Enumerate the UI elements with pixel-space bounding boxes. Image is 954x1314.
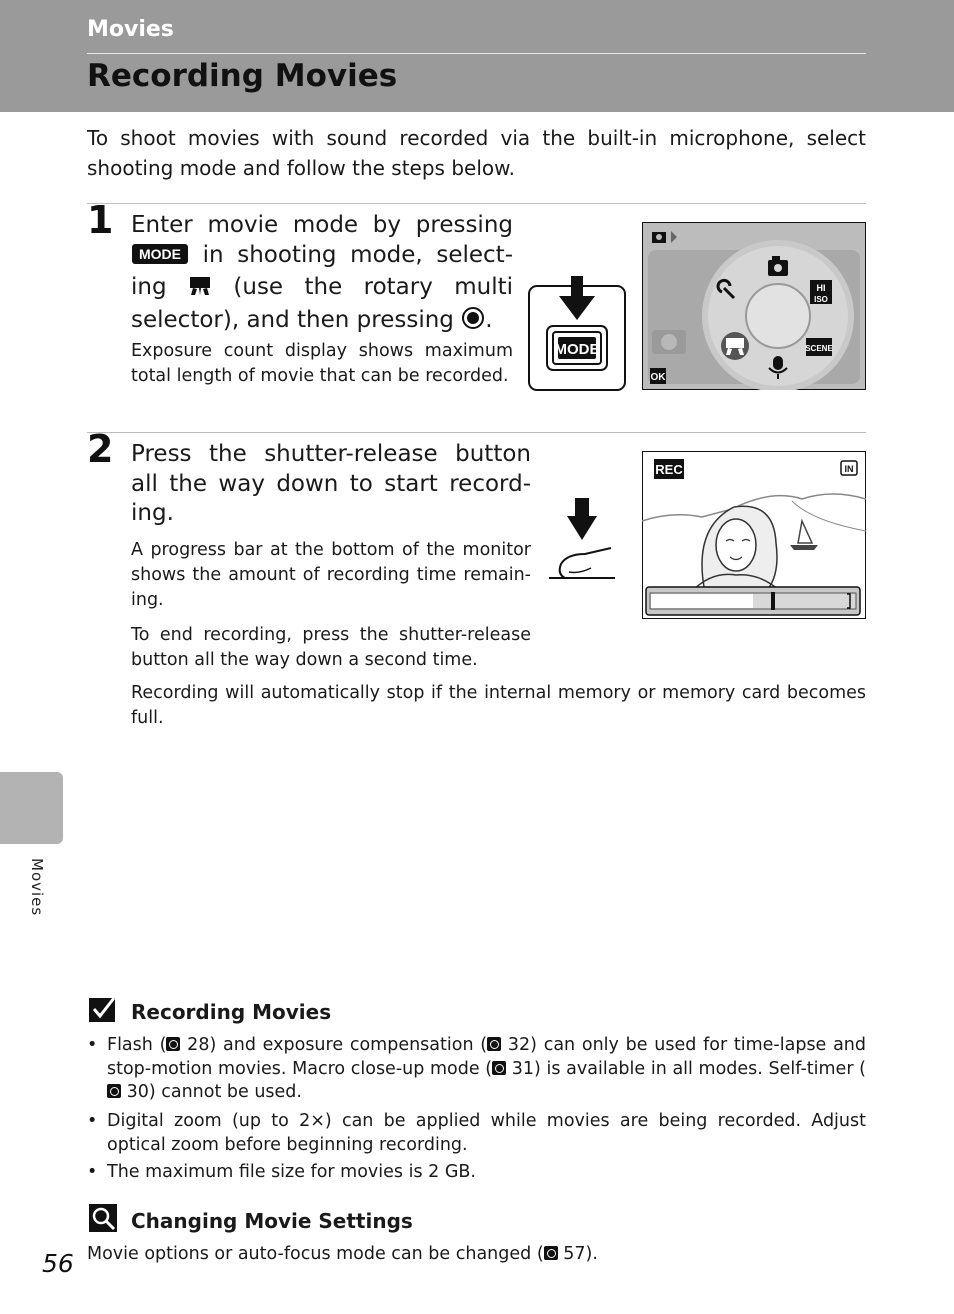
caution-bullet-2: • Digital zoom (up to 2×) can be applied while movies are being recorded. Adjust optical zoom before beginning recording.	[87, 1111, 866, 1155]
tip-text: Movie options or auto-focus mode can be changed ( 57).	[87, 1244, 598, 1264]
scene-icon	[805, 338, 833, 356]
mode-menu-screen	[642, 222, 866, 390]
dim-camera-icon	[652, 330, 686, 354]
header-rule	[87, 53, 866, 54]
ok-label: OK	[650, 372, 666, 383]
step-1-rule	[87, 203, 866, 204]
page-title: Recording Movies	[87, 58, 398, 94]
movie-mode-selected-icon	[721, 332, 749, 360]
svg-text:MODE: MODE	[554, 341, 600, 358]
step-1-text-a: Enter movie mode by pressing	[131, 212, 513, 238]
page-number: 56	[42, 1249, 74, 1278]
step-2-note-full: Recording will automatically stop if the internal memory or memory card becomes full.	[131, 683, 866, 728]
side-tab-label-wrap	[26, 858, 48, 928]
page-ref-icon	[166, 1037, 180, 1051]
step-2-rule	[87, 432, 866, 433]
recording-progress-fill	[651, 594, 753, 608]
page-ref-icon	[107, 1084, 121, 1098]
tip-heading: Changing Movie Settings	[131, 1209, 413, 1233]
movie-camera-icon	[188, 273, 212, 306]
step-1-number: 1	[87, 198, 114, 242]
step-1-note: Exposure count display shows maximum total length of movie that can be recorded.	[131, 341, 513, 386]
step-2-note-end: To end recording, press the shutter-release button all the way down a second time.	[131, 625, 531, 670]
section-title: Movies	[87, 17, 174, 42]
page-ref-icon	[487, 1037, 501, 1051]
caution-check-icon	[89, 997, 119, 1023]
rec-badge: REC	[655, 462, 683, 477]
shutter-press-illustration	[545, 498, 620, 586]
hi-iso-icon	[810, 280, 832, 304]
caution-bullet-3: • The maximum file size for movies is 2 GB.	[107, 1161, 866, 1185]
page-ref-icon	[492, 1061, 506, 1075]
step-1-text-d: .	[485, 306, 493, 333]
step-2-instruction: Press the shutter-release button all the way down to start record-ing.	[131, 441, 531, 526]
internal-memory-badge: IN	[844, 464, 854, 474]
intro-paragraph: To shoot movies with sound recorded via the built-in microphone, select shooting mode and follow the steps below.	[87, 126, 866, 180]
bullet-dot: •	[87, 1111, 98, 1131]
ok-button-icon	[461, 306, 485, 339]
caution-bullet-1: • Flash ( 28) and exposure compensation ( 32) can only be used for time-lapse and stop-motion movies. Macro close-up mode ( 31) is available in all modes. Self-timer ( 30) cannot be used.	[87, 1035, 867, 1102]
recording-screen	[642, 451, 866, 619]
tip-magnifier-icon	[89, 1204, 119, 1232]
page-ref-icon	[544, 1246, 558, 1260]
bullet-dot: •	[87, 1035, 98, 1055]
step-1-instruction	[131, 211, 513, 338]
step-1-text-b: in shooting mode, select-ing	[131, 241, 513, 300]
mode-button-illustration	[527, 276, 627, 392]
progress-marker	[771, 592, 775, 610]
step-1-text-c: (use the rotary multi selector), and then pressing	[131, 274, 513, 333]
svg-text:SCENE: SCENE	[805, 344, 833, 353]
svg-text:MODE: MODE	[139, 245, 181, 262]
bullet-dot: •	[87, 1162, 98, 1182]
svg-text:HI: HI	[816, 283, 826, 293]
step-2-number: 2	[87, 427, 114, 471]
side-tab-label: Movies	[28, 858, 46, 917]
caution-heading: Recording Movies	[131, 1000, 332, 1024]
mode-key-icon	[131, 243, 189, 274]
step-2-note-progress: A progress bar at the bottom of the monitor shows the amount of recording time remain-ing.	[131, 540, 531, 610]
svg-text:ISO: ISO	[814, 295, 828, 304]
side-tab	[0, 772, 63, 844]
